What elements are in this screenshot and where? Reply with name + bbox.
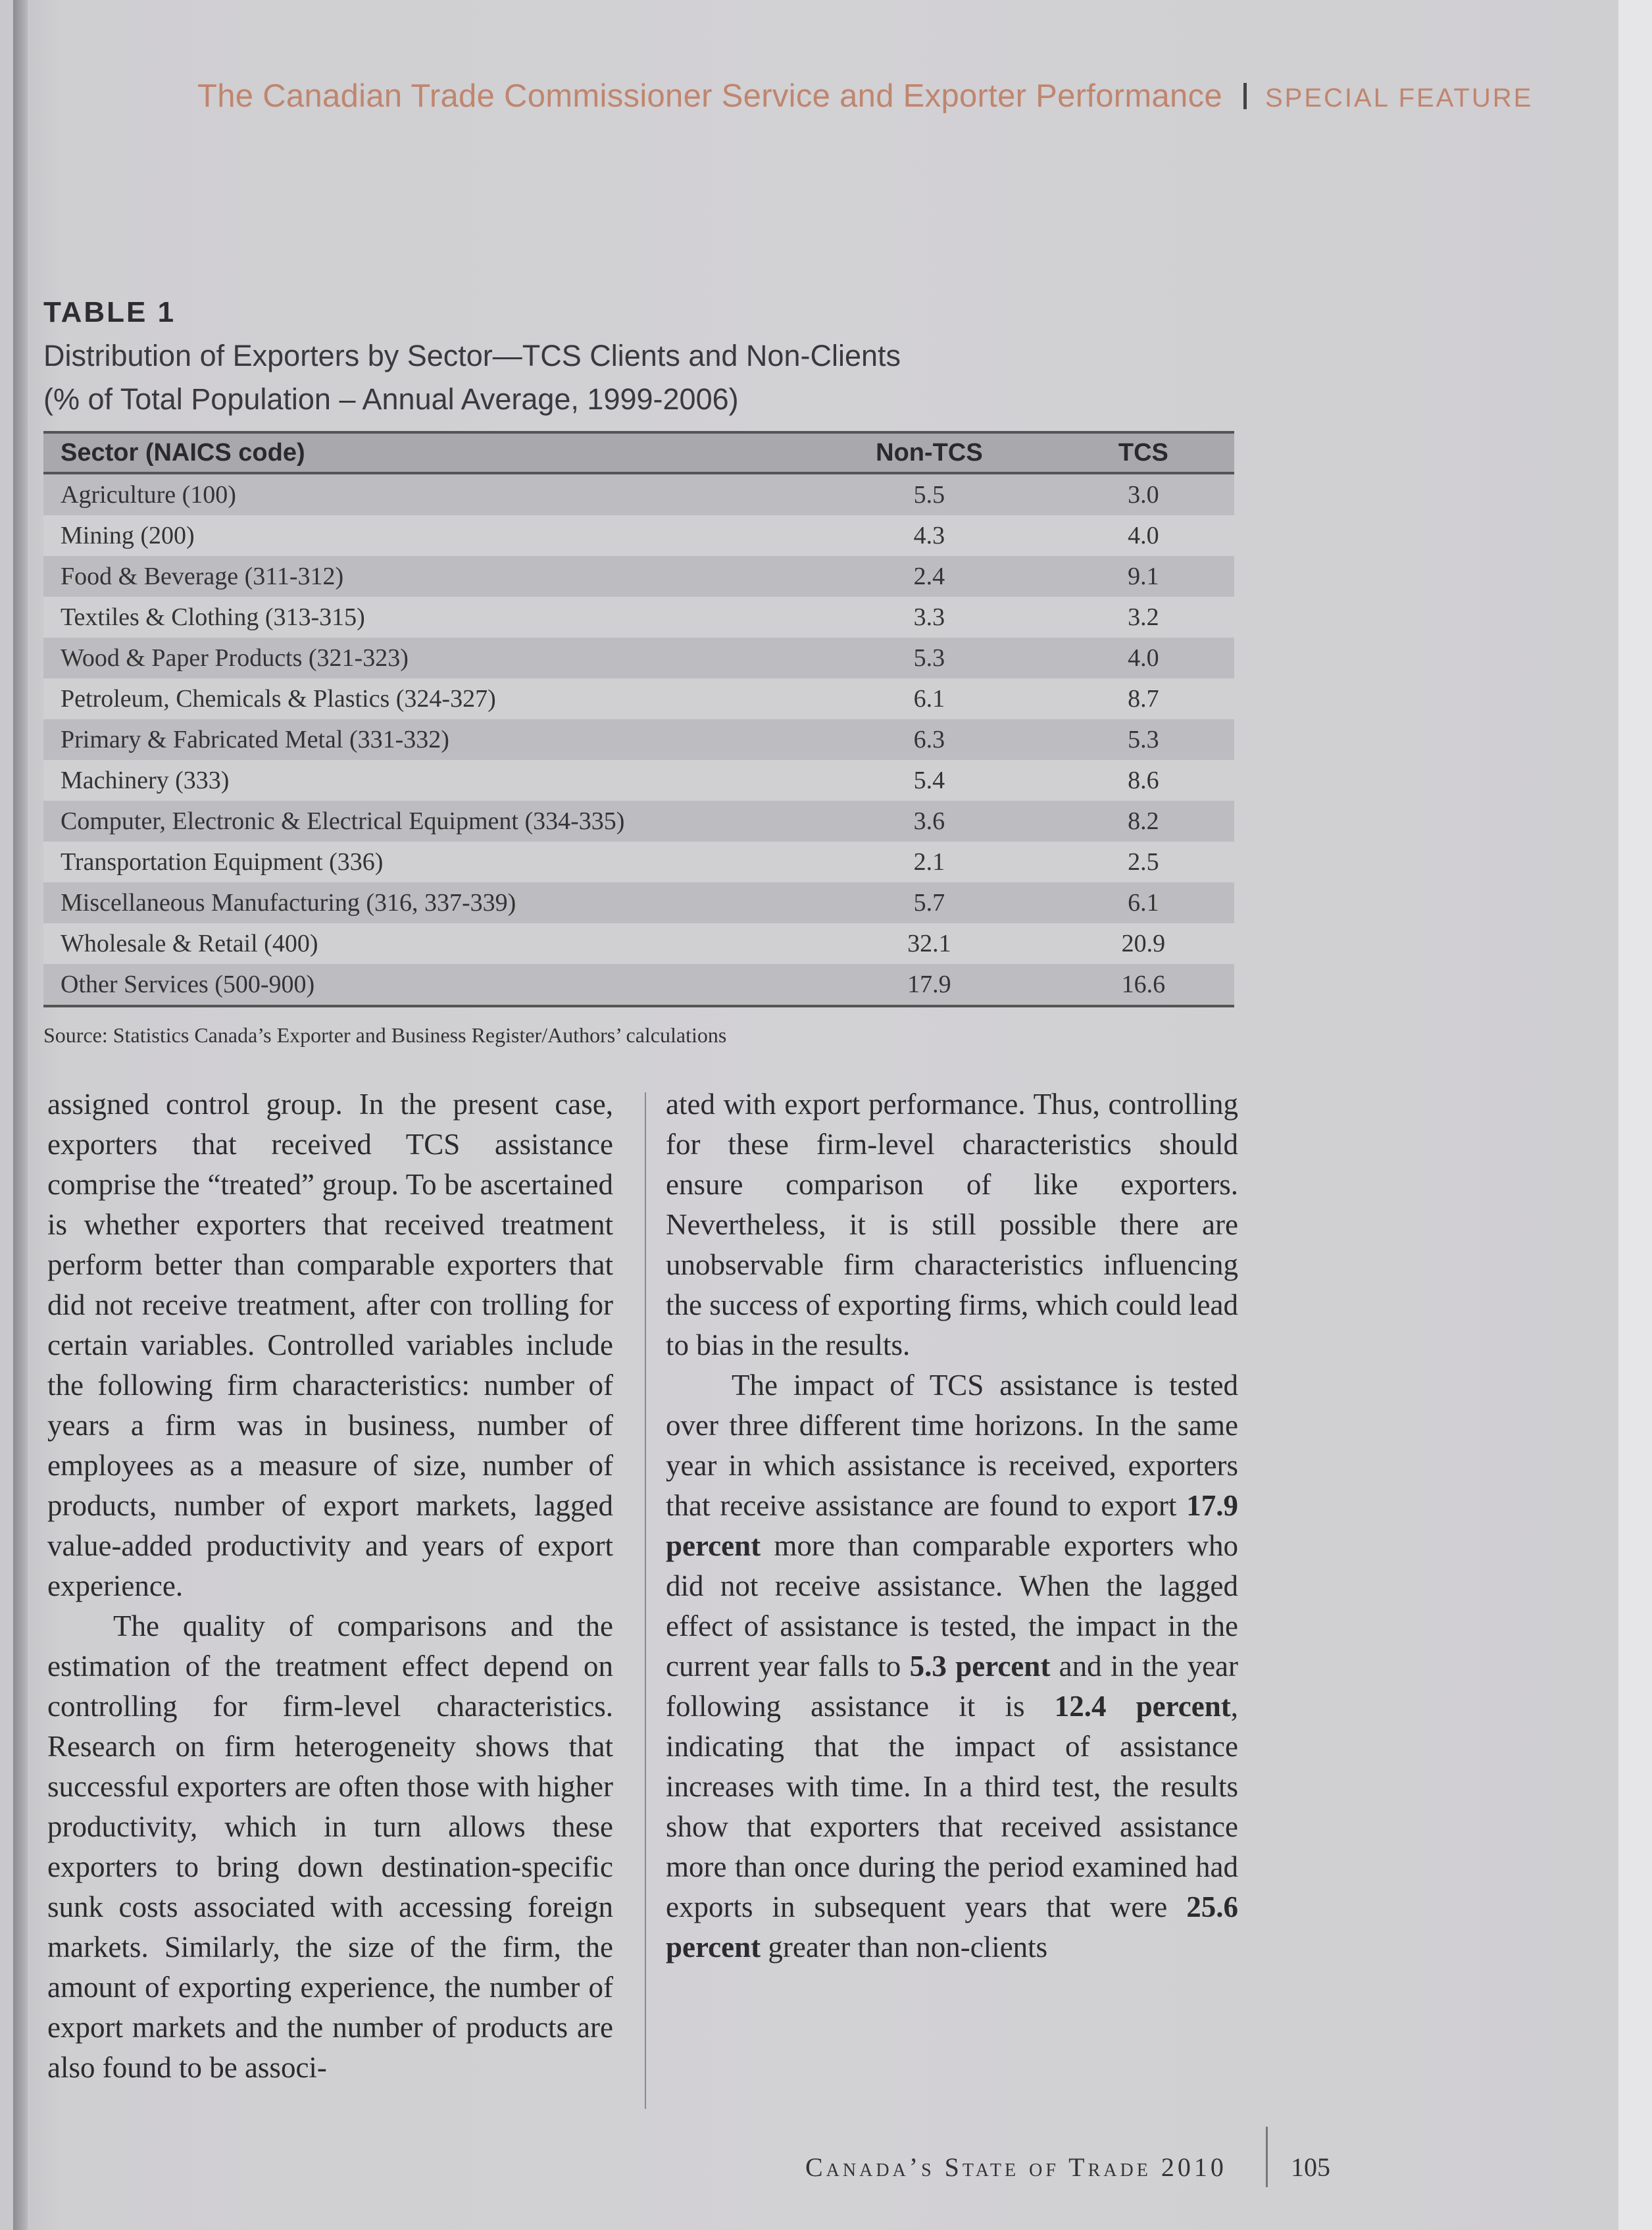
table-row	[43, 801, 1234, 842]
cell-sector: Transportation Equipment (336)	[61, 848, 384, 876]
cell-sector: Agriculture (100)	[61, 481, 236, 509]
cell-sector: Miscellaneous Manufacturing (316, 337-339)	[61, 889, 516, 917]
table-row	[43, 964, 1234, 1006]
text-run: , indicating that the impact of assistance increases with time. In a third test, the results show that exporters that received assistance more than once during the period examined had exports in subsequent years that were	[666, 1690, 1238, 1923]
cell-tcs: 8.2	[1128, 807, 1159, 835]
paragraph: assigned control group. In the present case, exporters that received TCS assistance comprise the “treated” group. To be ascertained is whether exporters that received treatment perform better than comparable exporters that did not receive treatment, after con trolling for certain variables. Controlled variables include the following firm characteristics: number of years a firm was in business, number of employees as a measure of size, number of products, number of export markets, lagged value-added productivity and years of export experience.	[47, 1088, 613, 1602]
cell-sector: Machinery (333)	[61, 767, 230, 794]
text-column-left	[47, 1084, 613, 2088]
table-label: TABLE 1	[43, 296, 176, 328]
cell-tcs: 16.6	[1121, 971, 1166, 998]
cell-non-tcs: 3.6	[913, 807, 945, 835]
table-header-row	[43, 432, 1234, 473]
footer-divider	[1266, 2127, 1268, 2187]
table-caption-line-1: Distribution of Exporters by Sector—TCS Clients and Non-Clients	[43, 339, 901, 372]
column-divider	[645, 1092, 646, 2109]
cell-sector: Other Services (500-900)	[61, 971, 315, 998]
cell-non-tcs: 5.5	[913, 481, 945, 509]
cell-non-tcs: 17.9	[907, 971, 951, 998]
table-caption-line-2: (% of Total Population – Annual Average, 1999-2006)	[43, 382, 739, 416]
highlight-following-year: 12.4 percent	[1054, 1690, 1231, 1723]
cell-non-tcs: 5.7	[913, 889, 945, 917]
cell-sector: Textiles & Clothing (313-315)	[61, 603, 365, 631]
running-title: The Canadian Trade Commissioner Service and Exporter Performance	[197, 78, 1222, 114]
table-row	[43, 882, 1234, 923]
cell-non-tcs: 2.4	[913, 563, 945, 590]
table-row	[43, 678, 1234, 719]
text-run: and in the year following assistance it is	[666, 1650, 1238, 1723]
table-row	[43, 473, 1234, 515]
cell-tcs: 3.0	[1128, 481, 1159, 509]
paragraph-impact	[666, 1365, 1238, 1967]
cell-non-tcs: 3.3	[913, 603, 945, 631]
highlight-current-year: 5.3 percent	[909, 1650, 1051, 1683]
table-row	[43, 515, 1234, 556]
sector-distribution-table	[43, 431, 1234, 1007]
cell-sector: Food & Beverage (311-312)	[61, 563, 344, 590]
page-edge	[1618, 0, 1652, 2230]
cell-tcs: 8.7	[1128, 685, 1159, 713]
cell-sector: Petroleum, Chemicals & Plastics (324-327)	[61, 685, 496, 713]
column-header-sector: Sector (NAICS code)	[61, 438, 305, 467]
cell-sector: Wholesale & Retail (400)	[61, 930, 318, 957]
running-head	[197, 78, 1534, 114]
cell-sector: Mining (200)	[61, 522, 195, 549]
cell-tcs: 4.0	[1128, 522, 1159, 549]
text-run: more than comparable exporters who did not receive assistance. When the lagged effect of assistance is tested, the impact in the current year falls to	[666, 1529, 1238, 1683]
book-spine	[13, 0, 28, 2230]
highlight-repeat-clients: 25.6 percent	[666, 1890, 1238, 1964]
table-row	[43, 842, 1234, 882]
page-number: 105	[1291, 2152, 1330, 2182]
cell-non-tcs: 2.1	[913, 848, 945, 876]
table-row	[43, 923, 1234, 964]
table-source-note: Source: Statistics Canada’s Exporter and Business Register/Authors’ calculations	[43, 1023, 727, 1047]
column-header-tcs: TCS	[1118, 438, 1168, 467]
cell-sector: Wood & Paper Products (321-323)	[61, 644, 409, 672]
table-body	[43, 473, 1234, 1006]
table-row	[43, 760, 1234, 801]
cell-sector: Primary & Fabricated Metal (331-332)	[61, 726, 449, 753]
cell-sector: Computer, Electronic & Electrical Equipment (334-335)	[61, 807, 625, 835]
cell-tcs: 4.0	[1128, 644, 1159, 672]
highlight-same-year: 17.9 percent	[666, 1489, 1238, 1562]
table-row	[43, 556, 1234, 597]
cell-non-tcs: 6.1	[913, 685, 945, 713]
cell-tcs: 8.6	[1128, 767, 1159, 794]
cell-non-tcs: 4.3	[913, 522, 945, 549]
table-caption	[43, 334, 901, 421]
text-run: The impact of TCS assistance is tested over three different time horizons. In the same year in which assistance is received, exporters that receive assistance are found to export	[666, 1369, 1238, 1522]
cell-tcs: 3.2	[1128, 603, 1159, 631]
cell-tcs: 6.1	[1128, 889, 1159, 917]
cell-non-tcs: 5.4	[913, 767, 945, 794]
cell-non-tcs: 5.3	[913, 644, 945, 672]
text-column-right	[666, 1084, 1238, 1967]
running-head-divider	[1243, 83, 1247, 109]
cell-tcs: 9.1	[1128, 563, 1159, 590]
column-header-non-tcs: Non-TCS	[876, 438, 983, 467]
table-row	[43, 638, 1234, 678]
paragraph: The quality of comparisons and the estimation of the treatment effect depend on controlling for firm-level characteristics. Research on firm heterogeneity shows that successful exporters are often those with higher productivity, which in turn allows these exporters to bring down destination-specific sunk costs associated with accessing foreign markets. Similarly, the size of the firm, the amount of exporting experience, the number of export markets and the number of products are also found to be associ-	[47, 1609, 613, 2084]
table-row	[43, 719, 1234, 760]
table-row	[43, 597, 1234, 638]
section-label: SPECIAL FEATURE	[1264, 84, 1534, 113]
cell-tcs: 20.9	[1121, 930, 1166, 957]
text-run: greater than non-clients	[761, 1931, 1048, 1964]
cell-tcs: 5.3	[1128, 726, 1159, 753]
publication-title: Canada’s State of Trade 2010	[805, 2152, 1227, 2182]
paragraph: ated with export performance. Thus, controlling for these firm-level characteristics should ensure comparison of like exporters. Nevertheless, it is still possible there are unobservable firm characteristics influencing the success of exporting firms, which could lead to bias in the results.	[666, 1088, 1238, 1361]
cell-non-tcs: 6.3	[913, 726, 945, 753]
cell-tcs: 2.5	[1128, 848, 1159, 876]
cell-non-tcs: 32.1	[907, 930, 951, 957]
